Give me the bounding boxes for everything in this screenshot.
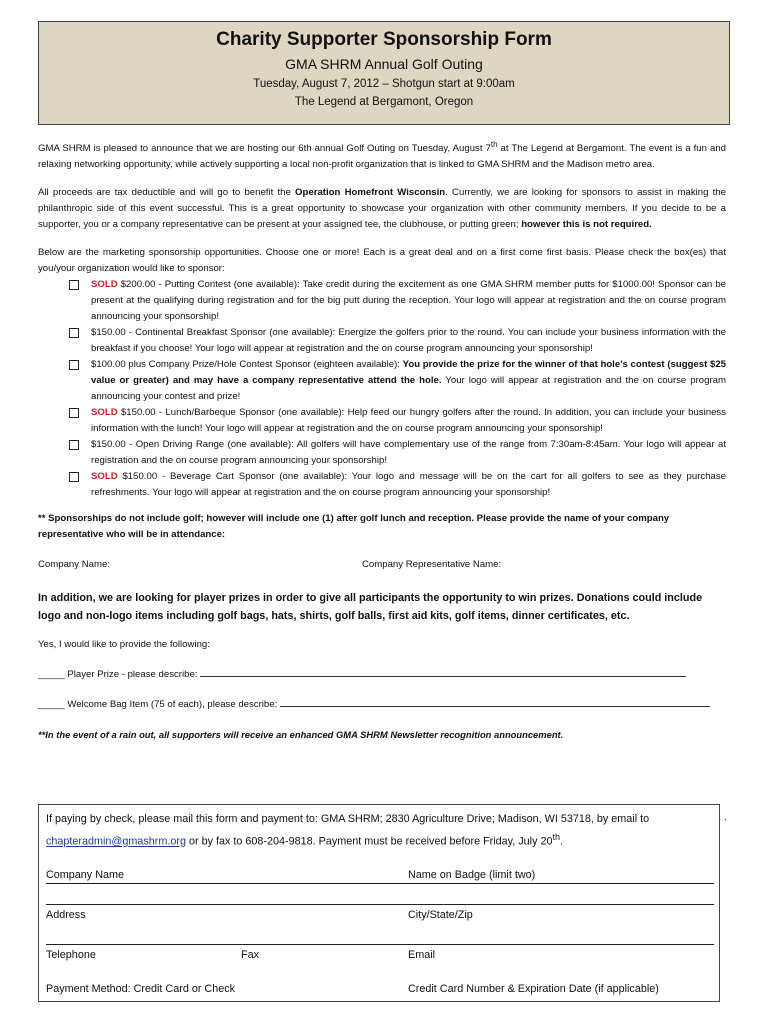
badge-name-field[interactable]: Name on Badge (limit two) xyxy=(408,869,536,881)
company-fields xyxy=(38,557,726,573)
sponsorship-checkbox[interactable] xyxy=(69,328,79,338)
company-rep-label[interactable]: Company Representative Name: xyxy=(362,559,502,571)
event-date: Tuesday, August 7, 2012 – Shotgun start at 9:00am xyxy=(253,78,515,90)
credit-card-field[interactable]: Credit Card Number & Expiration Date (if applicable) xyxy=(408,983,659,995)
welcome-bag-line[interactable]: _____ Welcome Bag Item (75 of each), please describe: xyxy=(38,697,726,713)
provide-label: Yes, I would like to provide the following: xyxy=(38,639,210,651)
sponsorship-option: SOLD $200.00 - Putting Contest (one available): Take credit during the excitement as one GMA SHRM member putts for $1000.00! Sponsor can be present at the qualifying during registration and for the big putt during the reception. Your logo will appear at registration and the on course program announcing your sponsorship! xyxy=(38,277,726,325)
sponsorship-checkbox[interactable] xyxy=(69,408,79,418)
prizes-paragraph: In addition, we are looking for player prizes in order to give all participants the opportunity to win prizes. Donations could include logo and non-logo items including golf bags, hats, shirts, golf balls, first aid kits, golf items, dinner certificates, etc. xyxy=(38,592,703,623)
sponsorship-note: ** Sponsorships do not include golf; however will include one (1) after golf lunch and reception. Please provide the name of your company representative who will be in attendance: xyxy=(38,513,670,541)
payment-method-field[interactable]: Payment Method: Credit Card or Check xyxy=(46,983,236,995)
email-field[interactable]: Email xyxy=(408,949,435,961)
sponsorship-checkbox[interactable] xyxy=(69,440,79,450)
contact-row xyxy=(46,943,714,983)
sponsorship-option: SOLD $150.00 - Lunch/Barbeque Sponsor (one available): Help feed our hungry golfers after the round. In addition, you can include your business information with the lunch! Your logo will appear at registration and the on course program announcing your sponsorship! xyxy=(38,405,726,437)
city-state-zip-field[interactable]: City/State/Zip xyxy=(408,909,473,921)
form-title: Charity Supporter Sponsorship Form xyxy=(216,29,552,50)
event-location: The Legend at Bergamont, Oregon xyxy=(294,96,474,108)
intro-paragraph-2: All proceeds are tax deductible and will go to benefit the Operation Homefront Wisconsin. Currently, we are looking for sponsors to assist in making the philanthropic side of this event successful. This is a great opportunity to showcase your organization with other community members. If you decide to be a supporter, you or a company representative can be present at your assigned tee, the clubhouse, or putting green; however this is not required. xyxy=(38,187,726,231)
sponsorship-option: $150.00 - Continental Breakfast Sponsor (one available): Energize the golfers prior to the round. You can include your business information with the breakfast if you choose! Your logo will appear at registration and the on course program announcing your sponsorship! xyxy=(38,325,726,357)
sponsorship-list xyxy=(38,277,726,501)
payment-row xyxy=(46,983,714,1003)
sponsorship-option: $100.00 plus Company Prize/Hole Contest Sponsor (eighteen available): You provide the prize for the winner of that hole’s contest (suggest $25 value or greater) and may have a company representative attend the hole. Your logo will appear at registration and the on course program announcing your contest and prize! xyxy=(38,357,726,405)
company-row xyxy=(46,863,714,905)
rain-out-note: **In the event of a rain out, all supporters will receive an enhanced GMA SHRM Newsletter recognition announcement. xyxy=(38,729,564,741)
payment-instructions: If paying by check, please mail this form and payment to: GMA SHRM; 2830 Agriculture Drive; Madison, WI 53718, by email to chapteradmin@gmashrm.org or by fax to 608-204-9818. Payment must be received before Friday, July 20th. xyxy=(46,813,650,848)
form-header xyxy=(38,21,730,125)
sponsorship-checkbox[interactable] xyxy=(69,280,79,290)
sponsorship-checkbox[interactable] xyxy=(69,472,79,482)
company-name-field[interactable]: Company Name xyxy=(46,869,125,881)
sponsorship-option: $150.00 - Open Driving Range (one available): All golfers will have complementary use of the range from 7:30am-8:45am. Your logo will appear at registration and the on course program announcing your sponsorship! xyxy=(38,437,726,469)
company-name-label[interactable]: Company Name: xyxy=(38,559,110,571)
intro-paragraph-3: Below are the marketing sponsorship opportunities. Choose one or more! Each is a great deal and on a first come first basis. Please check the box(es) that you/your organization would like to sponsor: xyxy=(38,247,726,275)
player-prize-line[interactable]: _____ Player Prize - please describe: xyxy=(38,667,726,683)
form-body xyxy=(38,137,726,743)
address-field[interactable]: Address xyxy=(46,909,86,921)
intro-paragraph-1: GMA SHRM is pleased to announce that we are hosting our 6th annual Golf Outing on Tuesday, August 7th at The Legend at Bergamont. The event is a fun and relaxing networking opportunity, while actively supporting a local non-profit organization that is linked to GMA SHRM and the Madison metro area. xyxy=(38,140,726,171)
email-link[interactable]: chapteradmin@gmashrm.org xyxy=(46,835,186,848)
form-subtitle: GMA SHRM Annual Golf Outing xyxy=(285,56,483,72)
payment-section xyxy=(38,804,720,1002)
telephone-field[interactable]: Telephone xyxy=(46,949,96,961)
address-row xyxy=(46,903,714,943)
sponsorship-checkbox[interactable] xyxy=(69,360,79,370)
sponsorship-option: SOLD $150.00 - Beverage Cart Sponsor (one available): Your logo and message will be on the cart for all golfers to see as they purchase refreshments. Your logo will appear at registration and the on course program announcing your sponsorship! xyxy=(38,469,726,501)
margin-dot: . xyxy=(724,812,727,823)
fax-field[interactable]: Fax xyxy=(241,949,259,961)
